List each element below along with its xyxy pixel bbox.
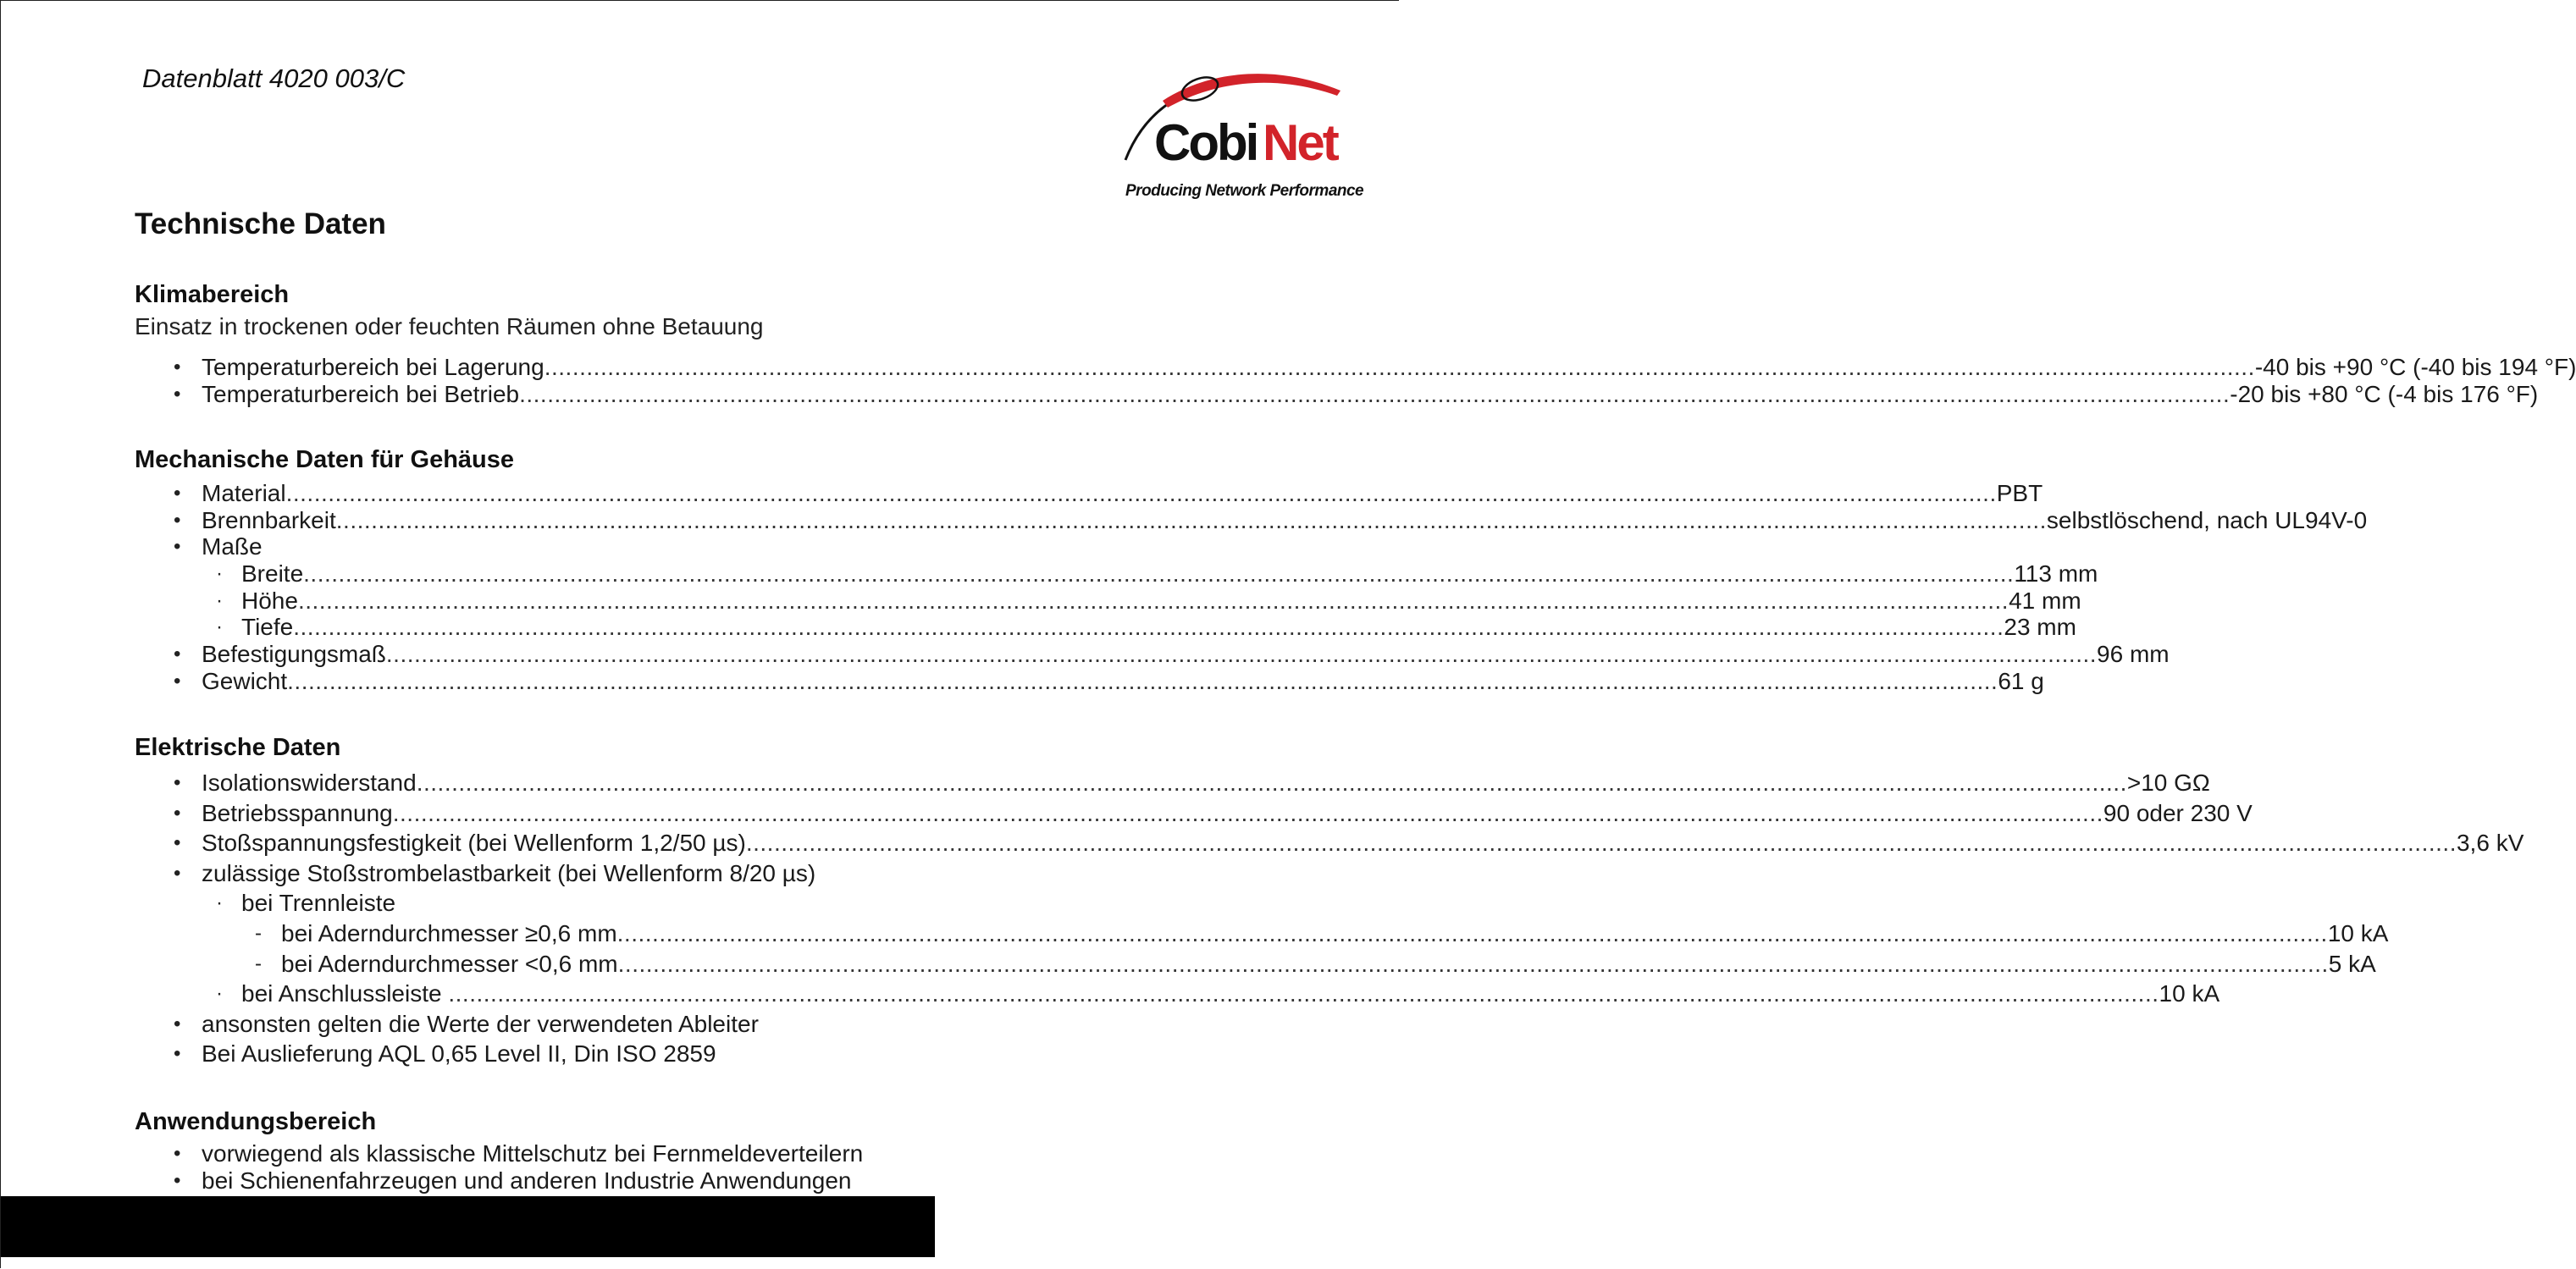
leader-dots: ....................................................................................................................................................................................................................................................	[285, 480, 1997, 506]
logo-text-net: Net	[1263, 114, 1337, 171]
leader-dots: ....................................................................................................................................................................................................................................................	[745, 830, 2457, 857]
bullet: ·	[216, 588, 223, 612]
bullet: ·	[216, 562, 223, 586]
spec-row	[135, 1009, 1269, 1040]
spec-label: Bei Auslieferung AQL 0,65 Level II, Din ISO 2859	[202, 1040, 716, 1068]
bullet: •	[174, 356, 181, 378]
leader-dots: ....................................................................................................................................................................................................................................................	[617, 950, 2329, 977]
spec-label: Temperaturbereich bei Lagerung	[202, 354, 544, 380]
spec-label: Breite	[241, 560, 304, 588]
bullet: -	[255, 921, 262, 945]
spec-value: 23 mm	[2004, 614, 2076, 641]
bullet: •	[174, 801, 181, 825]
spec-label: Isolationswiderstand	[202, 770, 417, 796]
spec-label: vorwiegend als klassische Mittelschutz bei Fernmeldeverteilern	[202, 1140, 864, 1167]
spec-value: 61 g	[1998, 667, 2044, 694]
spec-row	[135, 667, 2044, 695]
leader-dots: ....................................................................................................................................................................................................................................................	[297, 587, 2009, 614]
bullet: ·	[216, 615, 223, 639]
section-klimabereich	[135, 278, 2576, 407]
spec-row	[135, 641, 2170, 668]
section-intro: Einsatz in trockenen oder feuchten Räumen ohne Betauung	[135, 313, 764, 339]
leader-dots: ....................................................................................................................................................................................................................................................	[335, 506, 2047, 533]
spec-label: Betriebsspannung	[202, 799, 393, 826]
leader-dots: ....................................................................................................................................................................................................................................................	[392, 799, 2103, 826]
spec-row	[135, 533, 1269, 560]
spec-row	[135, 828, 2524, 858]
bullet: •	[174, 1042, 181, 1066]
bullet: •	[174, 861, 181, 885]
spec-label: Stoßspannungsfestigkeit (bei Wellenform 1,2/50 µs)	[202, 830, 746, 857]
bullet: •	[174, 669, 181, 692]
section-elektrische-daten	[135, 731, 2524, 1069]
section-mechanische-daten	[135, 443, 2368, 695]
spec-row	[135, 1140, 1269, 1167]
section-title: Klimabereich	[135, 281, 290, 308]
spec-value: 10 kA	[2327, 919, 2389, 946]
bullet: ·	[216, 891, 223, 915]
section-title: Elektrische Daten	[135, 734, 341, 761]
spec-label: Material	[202, 480, 286, 506]
bullet: •	[174, 1012, 181, 1035]
bullet: •	[174, 1168, 181, 1192]
bullet: -	[255, 952, 262, 975]
logo-text-cobi: Cobi	[1154, 114, 1258, 171]
bullet: •	[174, 1142, 181, 1165]
bullet: •	[174, 482, 181, 505]
leader-dots: ....................................................................................................................................................................................................................................................	[544, 354, 2255, 380]
leader-dots: ....................................................................................................................................................................................................................................................	[616, 919, 2328, 946]
spec-row	[135, 1039, 1269, 1069]
spec-row	[135, 560, 2098, 588]
bullet: •	[174, 831, 181, 855]
spec-label: bei Schienenfahrzeugen und anderen Industrie Anwendungen	[202, 1167, 852, 1194]
bullet: ·	[216, 982, 223, 1006]
section-anwendungsbereich	[135, 1105, 1269, 1194]
spec-label: Brennbarkeit	[202, 506, 336, 533]
leader-dots: ....................................................................................................................................................................................................................................................	[287, 667, 1998, 694]
bullet: •	[174, 508, 181, 532]
spec-row	[135, 919, 2389, 949]
spec-label: Befestigungsmaß	[202, 641, 386, 668]
spec-label: bei Trennleiste	[241, 890, 396, 917]
spec-row	[135, 858, 1269, 889]
spec-value: selbstlöschend, nach UL94V-0	[2046, 506, 2368, 533]
spec-row	[135, 949, 2376, 979]
section-title: Mechanische Daten für Gehäuse	[135, 446, 515, 473]
cobinet-logo	[1119, 57, 1364, 209]
spec-row	[135, 979, 2220, 1009]
spec-label: Maße	[202, 533, 263, 560]
leader-dots: ....................................................................................................................................................................................................................................................	[293, 614, 2004, 641]
spec-row	[135, 587, 2081, 615]
spec-label: zulässige Stoßstrombelastbarkeit (bei Wellenform 8/20 µs)	[202, 859, 816, 886]
bullet: •	[174, 535, 181, 559]
spec-value: 5 kA	[2328, 950, 2376, 977]
spec-value: 90 oder 230 V	[2103, 799, 2253, 826]
spec-label: bei Anschlussleiste	[241, 980, 449, 1007]
leader-dots: ....................................................................................................................................................................................................................................................	[385, 641, 2098, 668]
spec-row	[135, 768, 2210, 798]
bullet: •	[174, 382, 181, 406]
spec-row	[135, 380, 2539, 408]
spec-value: 96 mm	[2097, 641, 2170, 668]
spec-label: bei Aderndurchmesser <0,6 mm	[281, 950, 618, 977]
spec-row	[135, 354, 2576, 381]
bullet: •	[174, 771, 181, 794]
spec-value: PBT	[1996, 480, 2043, 506]
page-title: Technische Daten	[135, 207, 386, 240]
leader-dots: ....................................................................................................................................................................................................................................................	[519, 380, 2231, 407]
spec-row	[135, 506, 2368, 534]
spec-value: 41 mm	[2009, 587, 2081, 614]
spec-row	[135, 1167, 1269, 1195]
spec-value: 113 mm	[2014, 560, 2098, 588]
spec-value: >10 GΩ	[2126, 770, 2210, 796]
spec-label: Gewicht	[202, 667, 288, 694]
bullet: •	[174, 643, 181, 666]
spec-row	[135, 888, 1269, 919]
spec-row	[135, 798, 2253, 829]
section-title: Anwendungsbereich	[135, 1108, 377, 1135]
spec-label: Temperaturbereich bei Betrieb	[202, 380, 520, 407]
spec-label: bei Aderndurchmesser ≥0,6 mm	[281, 919, 617, 946]
spec-value: -20 bis +80 °C (-4 bis 176 °F)	[2230, 380, 2539, 407]
spec-row	[135, 480, 2043, 507]
spec-value: -40 bis +90 °C (-40 bis 194 °F)	[2254, 354, 2576, 380]
leader-dots: ....................................................................................................................................................................................................................................................	[303, 560, 2015, 588]
spec-label: Tiefe	[241, 614, 294, 641]
leader-dots: ....................................................................................................................................................................................................................................................	[416, 770, 2127, 796]
logo-tagline: Producing Network Performance	[1125, 182, 1364, 200]
spec-label: ansonsten gelten die Werte der verwendeten Ableiter	[202, 1010, 759, 1037]
document-id: Datenblatt 4020 003/C	[142, 63, 406, 93]
spec-label: Höhe	[241, 587, 298, 614]
spec-value: 10 kA	[2159, 980, 2220, 1007]
redaction-bar	[1, 1196, 935, 1257]
spec-row	[135, 614, 2076, 641]
leader-dots: ....................................................................................................................................................................................................................................................	[448, 980, 2159, 1007]
spec-value: 3,6 kV	[2456, 830, 2524, 857]
